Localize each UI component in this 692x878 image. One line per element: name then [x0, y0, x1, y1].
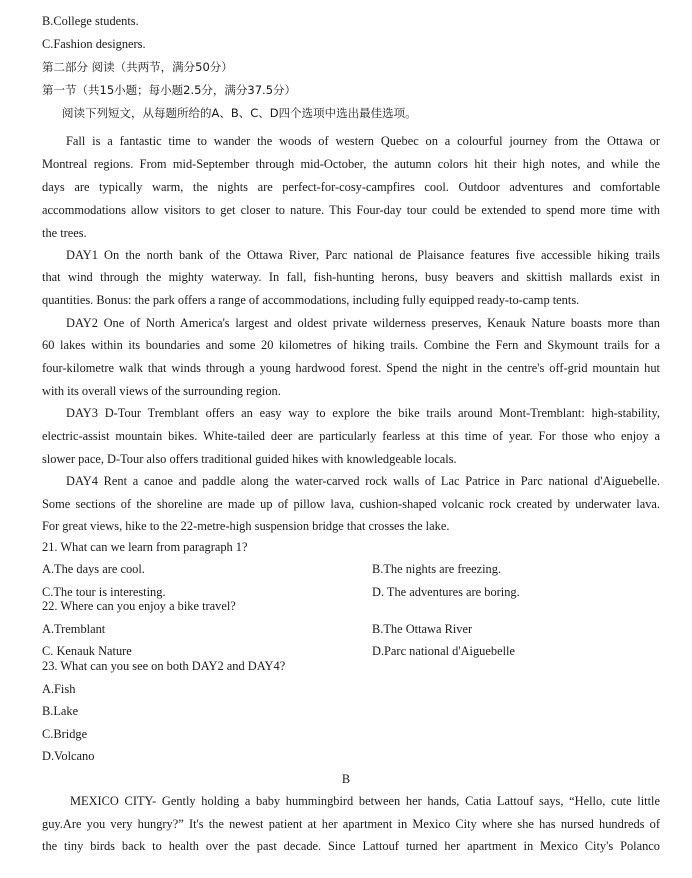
question-22-stem: 22. Where can you enjoy a bike travel?	[42, 599, 236, 613]
day4-line: For great views, hike to the 22-metre-high suspension bridge that crosses the lake.	[42, 519, 450, 533]
prev-option-b: B.College students.	[42, 14, 139, 28]
passage-a-intro-line: the trees.	[42, 226, 87, 240]
day2-line: four-kilometre walk that winds through a young hardwood forest. Spend the night in the centre's off-grid mountain hut	[42, 361, 660, 375]
day2-line: DAY2 One of North America's largest and oldest private wilderness preserves, Kenauk Nature boasts more than	[66, 316, 660, 330]
day3-line: electric-assist mountain bikes. White-tailed deer are particularly fearless at this time of year. For those who enjoy a	[42, 429, 660, 443]
passage-b-line: MEXICO CITY- Gently holding a baby hummingbird between her hands, Catia Lattouf says, “Hello, cute little	[70, 794, 660, 808]
passage-b-label: B	[341, 772, 351, 786]
day1-line: DAY1 On the north bank of the Ottawa River, Parc national de Plaisance features five accessible hiking trails	[66, 248, 660, 262]
sub-heading: 第一节（共15小题；每小题2.5分，满分37.5分）	[42, 83, 297, 97]
question-23-option-a: A.Fish	[42, 682, 76, 696]
question-22-option-a: A.Tremblant	[42, 622, 106, 636]
question-23-option-c: C.Bridge	[42, 727, 88, 741]
question-21-option-b: B.The nights are freezing.	[372, 562, 502, 576]
question-23-stem: 23. What can you see on both DAY2 and DAY4?	[42, 659, 286, 673]
question-21-option-c: C.The tour is interesting.	[42, 585, 166, 599]
instruction: 阅读下列短文，从每题所给的A、B、C、D四个选项中选出最佳选项。	[62, 106, 417, 120]
question-23-option-b: B.Lake	[42, 704, 79, 718]
passage-a-intro-line: Montreal regions. From mid-September through mid-October, the autumn colors hit their high notes, and while the	[42, 157, 660, 171]
passage-a-intro-line: days are typically warm, the nights are perfect-for-cosy-campfires cool. Outdoor adventures and comfortable	[42, 180, 660, 194]
question-21-stem: 21. What can we learn from paragraph 1?	[42, 540, 248, 554]
passage-b-line: the tiny birds back to health over the past decade. Since Lattouf turned her apartment in Mexico City's Polanco	[42, 839, 660, 853]
question-21-option-a: A.The days are cool.	[42, 562, 145, 576]
question-21-option-d: D. The adventures are boring.	[372, 585, 520, 599]
day4-line: Some sections of the shoreline are made up of pillow lava, cushion-shaped volcanic rock created by underwater lava.	[42, 497, 660, 511]
question-23-option-d: D.Volcano	[42, 749, 95, 763]
day2-line: with its overall views of the surrounding region.	[42, 384, 281, 398]
passage-b-line: guy.Are you very hungry?” It's the newest patient at her apartment in Mexico City where she has nursed hundreds of	[42, 817, 660, 831]
question-22-option-c: C. Kenauk Nature	[42, 644, 132, 658]
question-22-option-d: D.Parc national d'Aiguebelle	[372, 644, 515, 658]
day3-line: slower pace, D-Tour also offers traditional guided hikes with knowledgeable locals.	[42, 452, 457, 466]
prev-option-c: C.Fashion designers.	[42, 37, 146, 51]
day1-line: quantities. Bonus: the park offers a range of accommodations, including fully equipped ready-to-camp tents.	[42, 293, 580, 307]
passage-a-intro-line: Fall is a fantastic time to wander the woods of western Quebec on a colourful journey from the Ottawa or	[66, 134, 660, 148]
day2-line: 60 lakes within its boundaries and some 20 kilometres of hiking trails. Combine the Fern and Skymount trails for a	[42, 338, 660, 352]
day4-line: DAY4 Rent a canoe and paddle along the water-carved rock walls of Lac Patrice in Parc national d'Aiguebelle.	[66, 474, 660, 488]
part-heading: 第二部分 阅读（共两节，满分50分）	[42, 60, 233, 74]
day1-line: that wind through the mighty waterway. In fall, fish-hunting herons, busy beavers and skittish mallards exist in	[42, 270, 660, 284]
passage-a-intro-line: accommodations allow visitors to get closer to nature. This Four-day tour could be extended to spend more time with	[42, 203, 660, 217]
question-22-option-b: B.The Ottawa River	[372, 622, 473, 636]
day3-line: DAY3 D-Tour Tremblant offers an easy way to explore the bike trails around Mont-Tremblant: high-stability,	[66, 406, 660, 420]
